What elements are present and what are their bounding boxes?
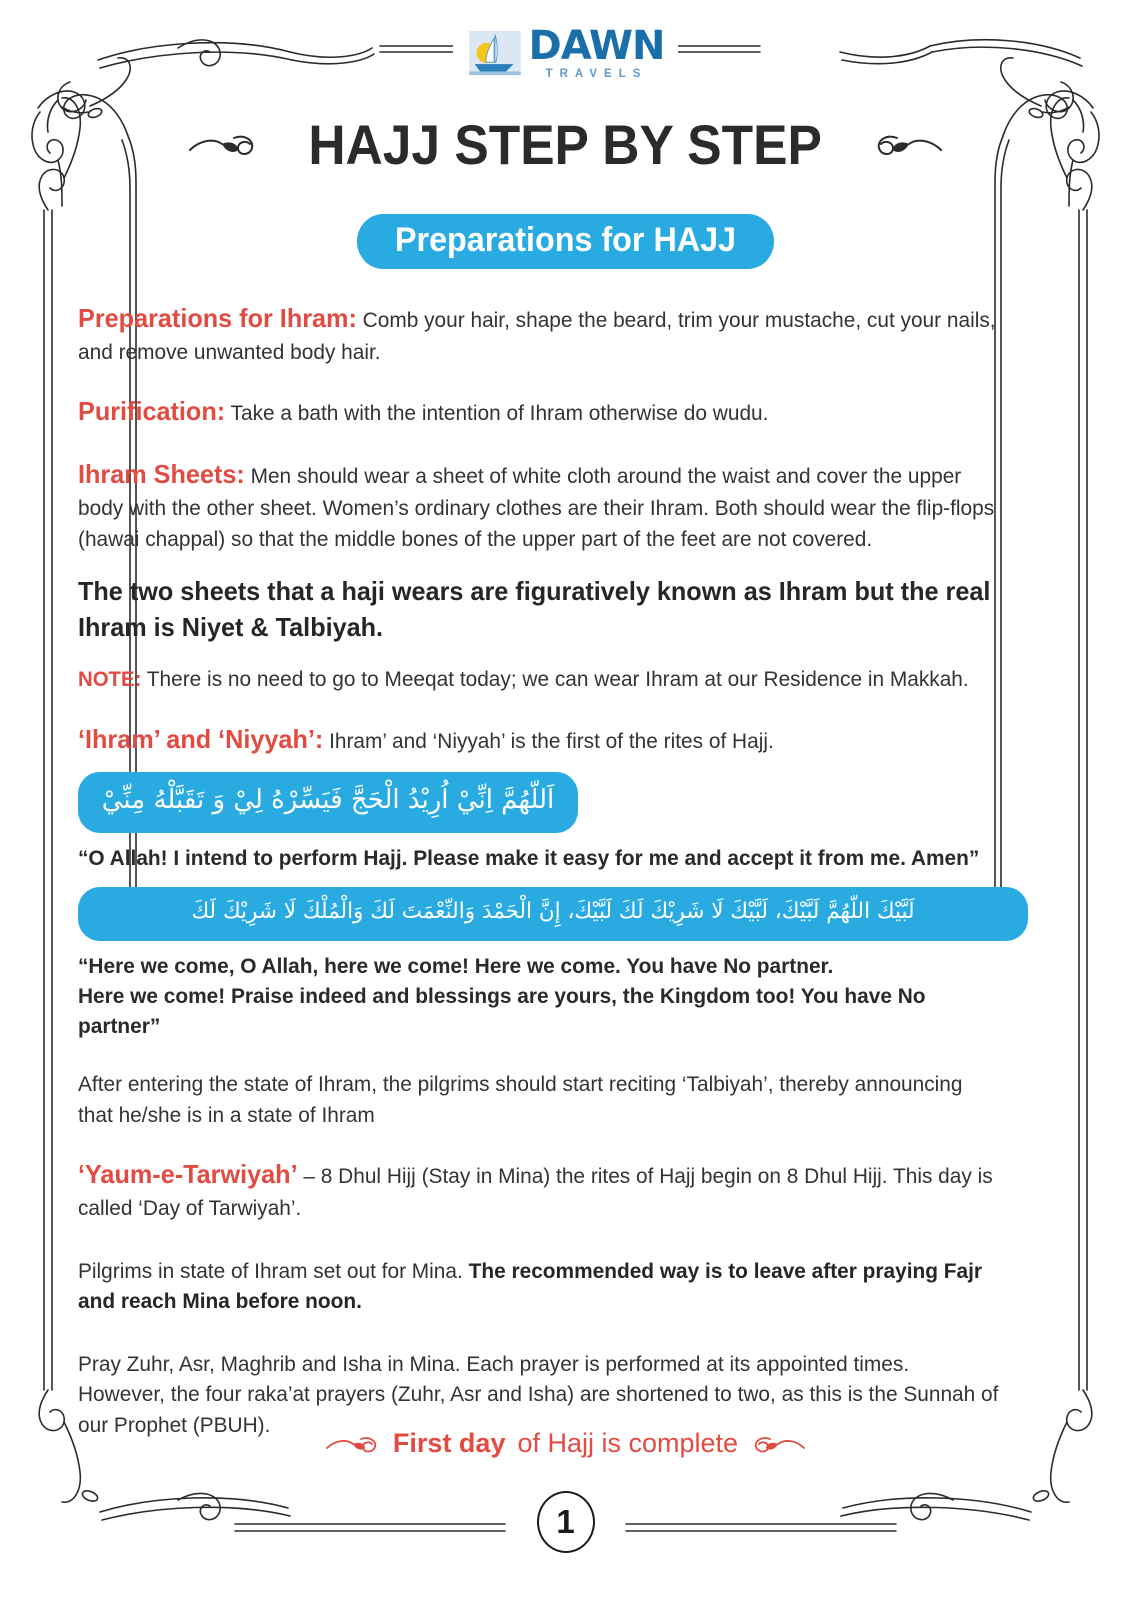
logo[interactable] bbox=[453, 22, 679, 81]
dua-niyyah-arabic-box: اَللّهُمَّ اِنِّيْ اُرِيْدُ الْحَجَّ فَيَسِّرْهُ لِيْ وَ تَقَبَّلْهُ مِنِّيْ bbox=[78, 772, 578, 833]
page-number-wrap bbox=[0, 1482, 1131, 1562]
sailboat-sun-icon bbox=[467, 29, 523, 77]
footer-ornament-right-icon bbox=[750, 1432, 806, 1456]
brand-header bbox=[0, 22, 1131, 84]
section-mina-departure bbox=[78, 1256, 1000, 1317]
purification-text: Take a bath with the intention of Ihram otherwise do wudu. bbox=[225, 401, 769, 426]
section-after-entering-ihram: After entering the state of Ihram, the pilgrims should start reciting ‘Talbiyah’, thereby announcing that he/she is in a state of Ihram bbox=[78, 1072, 963, 1127]
section-ihram-sheets bbox=[78, 456, 1000, 554]
statement-ihram-niyet-talbiyah: The two sheets that a haji wears are figuratively known as Ihram but the real Ihram is Niyet & Talbiyah. bbox=[78, 576, 991, 643]
logo-text bbox=[528, 22, 665, 81]
section-note bbox=[78, 664, 1000, 695]
subtitle-wrap bbox=[0, 214, 1131, 269]
footer-rest-part: of Hajj is complete bbox=[517, 1428, 739, 1458]
title-ornament-left-icon bbox=[186, 128, 272, 162]
footer-text bbox=[325, 1428, 806, 1459]
section-yaum-e-tarwiyah bbox=[78, 1156, 1000, 1223]
tarwiyah-text: – 8 Dhul Hijj (Stay in Mina) the rites of Hajj begin on 8 Dhul Hijj. This day is called ‘Day of Tarwiyah’. bbox=[78, 1164, 993, 1221]
ihram-sheets-label: Ihram Sheets: bbox=[78, 459, 245, 490]
footer-bold-part: First day bbox=[392, 1428, 506, 1458]
talbiyah-translation-line1: “Here we come, O Allah, here we come! Here we come. You have No partner. bbox=[78, 954, 834, 979]
talbiyah-translation bbox=[78, 951, 1000, 1041]
title-row bbox=[0, 112, 1131, 177]
mina-departure-plain: Pilgrims in state of Ihram set out for Mina. bbox=[78, 1258, 469, 1283]
ihram-niyyah-label: ‘Ihram’ and ‘Niyyah’: bbox=[78, 723, 324, 754]
preparations-for-ihram-text: Comb your hair, shape the beard, trim your mustache, cut your nails, and remove unwanted body hair. bbox=[78, 308, 996, 364]
section-preparations-for-ihram bbox=[78, 300, 1000, 367]
document-content bbox=[78, 300, 1028, 1452]
mina-departure-bold: The recommended way is to leave after praying Fajr and reach Mina before noon. bbox=[78, 1258, 983, 1314]
brand-tagline: TRAVELS bbox=[545, 67, 648, 80]
brand-name: DAWN bbox=[528, 22, 665, 69]
purification-label: Purification: bbox=[78, 396, 226, 427]
tarwiyah-label: ‘Yaum-e-Tarwiyah’ bbox=[78, 1159, 298, 1190]
page-title: HAJJ STEP BY STEP bbox=[308, 113, 823, 176]
footer-ornament-left-icon bbox=[325, 1432, 381, 1456]
talbiyah-translation-line2: Here we come! Praise indeed and blessings are yours, the Kingdom too! You have No partner” bbox=[78, 984, 926, 1039]
ihram-sheets-text: Men should wear a sheet of white cloth around the waist and cover the upper body with the other sheet. Women’s ordinary clothes are their Ihram. Both should wear the flip-flops (hawai chappal) so that the middle bones of the upper part of the feet are not covered. bbox=[78, 464, 995, 551]
note-label: NOTE: bbox=[78, 668, 142, 692]
ihram-niyyah-text: Ihram’ and ‘Niyyah’ is the first of the rites of Hajj. bbox=[323, 728, 774, 753]
footer-completion-line bbox=[0, 1428, 1131, 1461]
page-number: 1 bbox=[537, 1491, 595, 1553]
title-ornament-right-icon bbox=[859, 128, 945, 162]
section-prayers-in-mina: Pray Zuhr, Asr, Maghrib and Isha in Mina. Each prayer is performed at its appointed times. However, the four raka’at prayers (Zuhr, Asr and Isha) are shortened to two, as this is the Sunnah of our Prophet (PBUH). bbox=[78, 1351, 999, 1437]
preparations-for-ihram-label: Preparations for Ihram: bbox=[78, 303, 357, 333]
section-ihram-and-niyyah bbox=[78, 721, 1000, 758]
dua-niyyah-translation: “O Allah! I intend to perform Hajj. Please make it easy for me and accept it from me. Amen” bbox=[78, 845, 980, 870]
subtitle-badge: Preparations for HAJJ bbox=[357, 214, 774, 269]
talbiyah-arabic-box: لَبَّيْكَ اللّهُمَّ لَبَّيْكَ، لَبَّيْكَ لَا شَرِيْكَ لَكَ لَبَّيْكَ، إِنَّ الْحَمْدَ وَالنِّعْمَتَ لَكَ وَالْمُلْكَ لَا شَرِيْكَ لَكَ bbox=[78, 887, 1028, 941]
note-text: There is no need to go to Meeqat today; we can wear Ihram at our Residence in Makkah. bbox=[141, 667, 969, 692]
section-purification bbox=[78, 393, 1000, 430]
